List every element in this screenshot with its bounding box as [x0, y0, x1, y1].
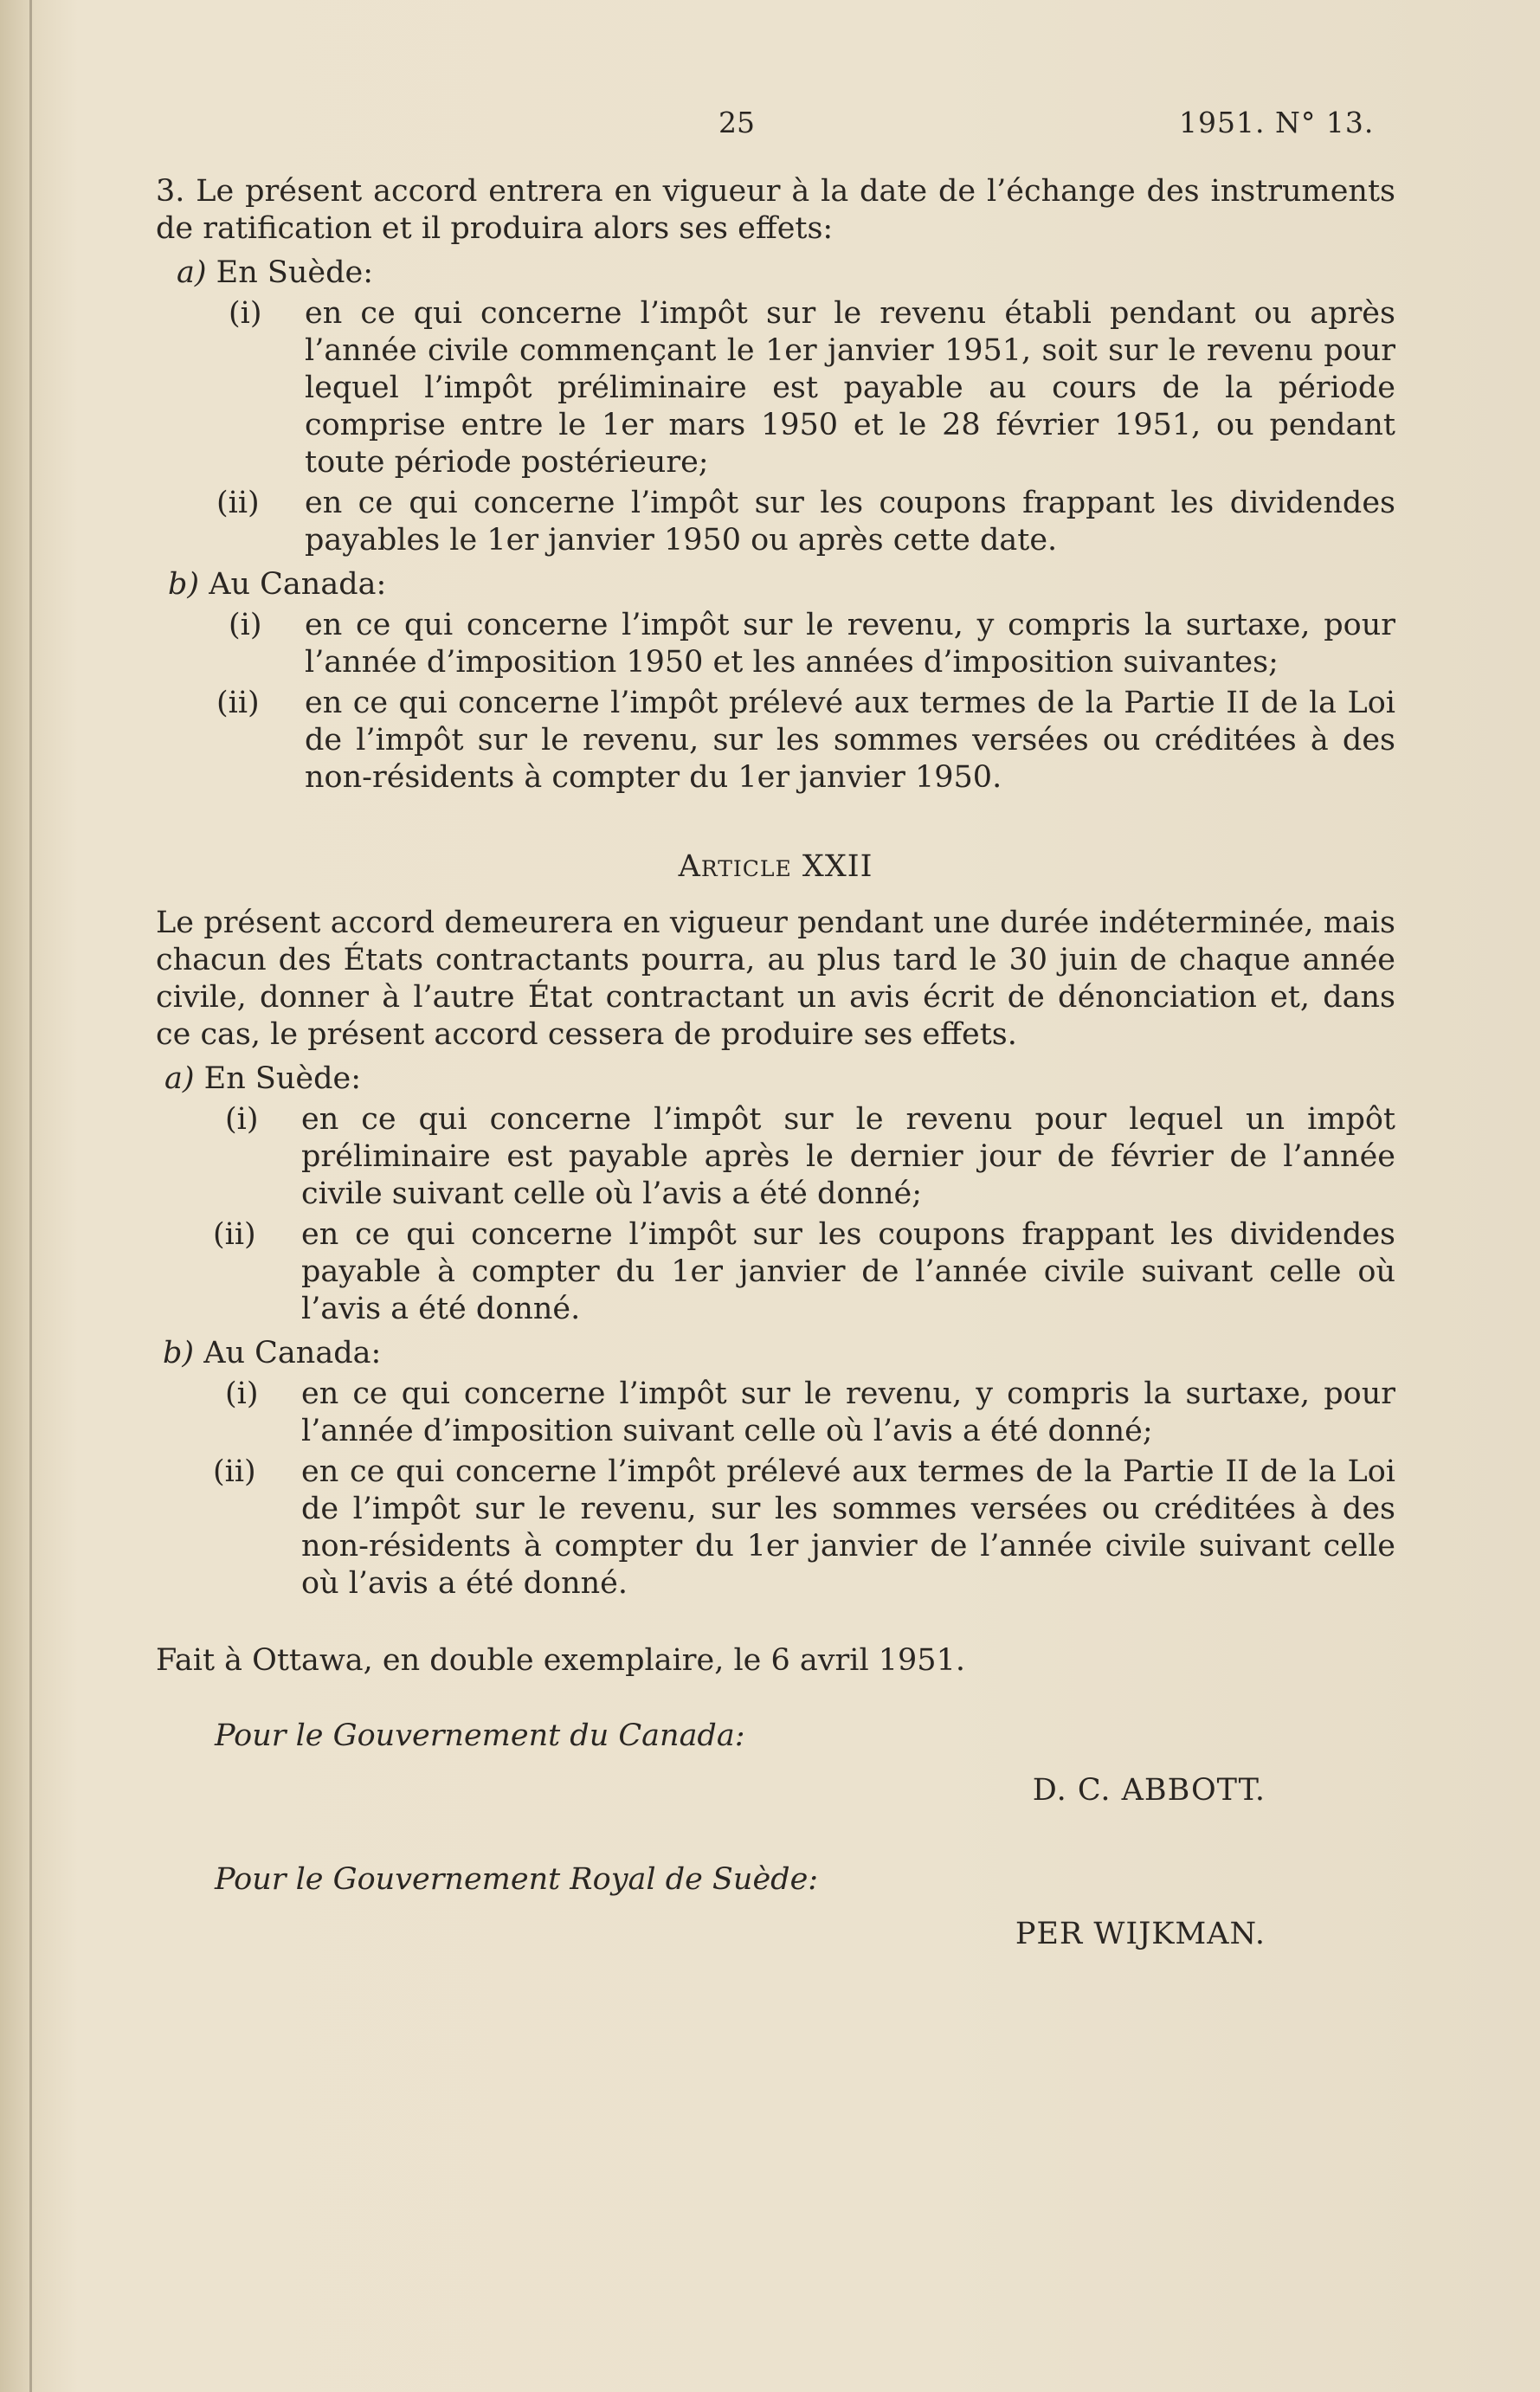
spacer [156, 1602, 1395, 1625]
item-number: (ii) [216, 686, 260, 720]
sweden-signatory: PER WIJKMAN. [1015, 1917, 1266, 1951]
list-item [156, 1216, 1395, 1328]
item-text: en ce qui concerne l’impôt prélevé aux termes de la Partie II de la Loi de l’impôt sur le revenu, sur les sommes versées ou créditées à des non-résidents à compter du 1er janvier de l’année civile suivant celle où l’avis a été donné. [301, 1454, 1395, 1601]
item-text: en ce qui concerne l’impôt sur le revenu, y compris la surtaxe, pour l’année d’imposition suivant celle où l’avis a été donné; [301, 1377, 1395, 1448]
sweden-signature-label: Pour le Gouvernement Royal de Suède: [215, 1862, 819, 1897]
item-text: en ce qui concerne l’impôt prélevé aux termes de la Partie II de la Loi de l’impôt sur le revenu, sur les sommes versées ou créditées à des non-résidents à compter du 1er janvier 1950. [305, 686, 1395, 795]
done-at-line: Fait à Ottawa, en double exemplaire, le 6 avril 1951. [156, 1643, 965, 1678]
list-item [156, 1376, 1395, 1450]
spacer [156, 1680, 1395, 1718]
article-intro: Le présent accord demeurera en vigueur pendant une durée indéterminée, mais chacun des États contractants pourra, au plus tard le 30 juin de chaque année civile, donner à l’autre État contractant un avis écrit de dénonciation et, dans ce cas, le présent accord cessera de produire ses effets. [156, 906, 1395, 1052]
document-body [156, 173, 1395, 1953]
section3-intro: 3. Le présent accord entrera en vigueur à la date de l’échange des instruments de ratification et il produira alors ses effets: [156, 174, 1395, 246]
item-title: Au Canada: [203, 1336, 382, 1370]
item-text: en ce qui concerne l’impôt sur les coupons frappant les dividendes payable à compter du 1er janvier de l’année civile suivant celle où l’avis a été donné. [301, 1217, 1395, 1326]
item-title: En Suède: [216, 255, 374, 290]
item-letter: a) [164, 1061, 195, 1096]
item-number: (i) [225, 1377, 259, 1411]
item-letter: b) [163, 1336, 195, 1370]
item-title: Au Canada: [209, 567, 387, 602]
item-number: (i) [225, 1102, 259, 1137]
item-text: en ce qui concerne l’impôt sur le revenu pour lequel un impôt préliminaire est payable après le dernier jour de février de l’année civile suivant celle où l’avis a été donné; [301, 1102, 1395, 1211]
list-item [156, 1101, 1395, 1213]
page-number: 25 [718, 106, 755, 139]
list-item [156, 485, 1395, 559]
item-number: (i) [229, 608, 262, 642]
article-a-heading [156, 1061, 1395, 1098]
section3-a-heading [156, 255, 1395, 292]
item-number: (ii) [213, 1454, 256, 1489]
item-number: (ii) [216, 486, 260, 520]
article-heading: Article XXII [678, 849, 873, 884]
item-number: (i) [229, 296, 262, 331]
article-b-heading [156, 1335, 1395, 1372]
item-text: en ce qui concerne l’impôt sur le revenu, y compris la surtaxe, pour l’année d’imposition 1950 et les années d’imposition suivantes; [305, 608, 1395, 680]
canada-signatory: D. C. ABBOTT. [1032, 1773, 1266, 1808]
item-text: en ce qui concerne l’impôt sur les coupons frappant les dividendes payables le 1er janvier 1950 ou après cette date. [305, 486, 1395, 558]
item-letter: b) [168, 567, 200, 602]
section3-b-heading [156, 566, 1395, 603]
item-text: en ce qui concerne l’impôt sur le revenu établi pendant ou après l’année civile commençant le 1er janvier 1951, soit sur le revenu pour lequel l’impôt préliminaire est payable au cours de la période comprise entre le 1er mars 1950 et le 28 février 1951, ou pendant toute période postérieure; [305, 296, 1395, 480]
series-number: 1951. N° 13. [1179, 106, 1375, 139]
list-item [156, 295, 1395, 481]
item-letter: a) [177, 255, 207, 290]
binding-edge [29, 0, 32, 2392]
list-item [156, 1454, 1395, 1602]
spacer [156, 1809, 1395, 1861]
list-item [156, 685, 1395, 796]
canada-signature-label: Pour le Gouvernement du Canada: [215, 1718, 745, 1753]
item-number: (ii) [213, 1217, 256, 1252]
list-item [156, 607, 1395, 681]
item-title: En Suède: [203, 1061, 362, 1096]
